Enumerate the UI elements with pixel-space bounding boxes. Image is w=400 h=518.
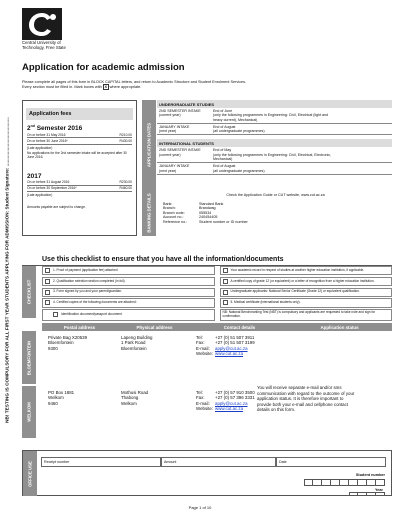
checklist-label: CHECKLIST bbox=[26, 279, 32, 305]
page-number: Page 1 of 10 bbox=[188, 505, 212, 510]
application-status-header: Application status bbox=[320, 324, 359, 330]
date-row bbox=[157, 124, 392, 136]
address-line: Lapeng Building bbox=[121, 335, 153, 340]
bank-key: Reference no.: bbox=[163, 219, 188, 224]
student-number-boxes[interactable] bbox=[304, 479, 385, 486]
year-label: Year bbox=[374, 488, 383, 492]
fee-row-amount: R460.00 bbox=[119, 186, 132, 191]
fee-row-label: On or before 30 June 2016* bbox=[27, 138, 68, 143]
office-use-fields bbox=[41, 457, 386, 467]
fee-row-label: On or before 30 September 2016* bbox=[27, 186, 77, 191]
postal-address bbox=[46, 390, 121, 412]
postal-address-header: Postal address bbox=[63, 324, 96, 330]
bank-key: Account no.: bbox=[163, 215, 184, 220]
checklist-item-label: Identification document/passport document bbox=[61, 312, 122, 317]
checklist-item[interactable] bbox=[220, 266, 393, 275]
checklist-item-label: 2. Qualification selection section completed (in full). bbox=[53, 278, 126, 283]
intake-name: JANUARY INTAKE bbox=[159, 164, 190, 169]
address-line: Welkom bbox=[121, 400, 137, 406]
tel-value: +27 (0) 51 507 3911 bbox=[215, 335, 255, 340]
checklist-item[interactable] bbox=[220, 277, 393, 286]
intro-line-2-text: Every section must be filled in. Mark boxes with bbox=[22, 85, 102, 89]
date-row bbox=[157, 147, 392, 163]
compulsory-testing-text: NB! TESTING IS COMPULSORY FOR ALL FIRST YEAR STUDENTS APPLYING FOR ADMISSION: Student Signature: ..................................... bbox=[4, 117, 9, 423]
year-boxes[interactable] bbox=[349, 492, 385, 496]
website-label: Website: bbox=[196, 351, 214, 357]
date-label: Date bbox=[279, 460, 287, 464]
bank-key: Branch: bbox=[163, 206, 176, 211]
tel-label: Tel: bbox=[196, 335, 203, 340]
closing-note-2: Mechanical) bbox=[213, 157, 233, 162]
intake-note: (current year) bbox=[159, 152, 181, 157]
address-line: PO Box 1881 bbox=[48, 390, 75, 395]
welkom-label: WELKOM bbox=[26, 402, 32, 422]
intake-name: JANUARY INTAKE bbox=[159, 124, 190, 129]
late-application-note: (Late application) bbox=[27, 192, 53, 197]
fee-row-amount: R210.00 bbox=[119, 132, 132, 137]
intake-note: (next year) bbox=[159, 168, 177, 173]
student-number-label: Student number bbox=[355, 473, 385, 477]
date-row bbox=[157, 163, 392, 175]
fax-value: +27 (0) 51 507 3199 bbox=[215, 340, 255, 346]
no-application-note: No applications for the 2nd semester intake will be accepted after 30 June 2016. bbox=[27, 150, 127, 159]
contact-details bbox=[196, 335, 291, 386]
checklist-item[interactable] bbox=[42, 277, 215, 286]
fee-row-label: On or before 31 May 2016 bbox=[27, 132, 66, 137]
physical-address-header: Physical address bbox=[136, 324, 173, 330]
fee-row-amount: R430.00 bbox=[119, 138, 132, 143]
fee-row bbox=[27, 138, 132, 144]
fee-row-label: On or before 31 August 2016 bbox=[27, 180, 70, 185]
year-heading: 2017 bbox=[27, 172, 42, 180]
checklist-checkbox[interactable] bbox=[53, 312, 58, 317]
closing-note-2: heavy current), Mechanical) bbox=[213, 117, 258, 122]
address-line: 1 Park Road bbox=[121, 340, 146, 346]
bank-key: Bank: bbox=[163, 201, 173, 206]
application-fees-panel bbox=[22, 100, 137, 236]
fee-row bbox=[27, 186, 132, 192]
compulsory-testing-note bbox=[2, 60, 11, 480]
banking-details-panel bbox=[157, 190, 392, 236]
bank-value: 055534 bbox=[199, 210, 212, 215]
tel-value: +27 (0) 57 910 3500 bbox=[215, 390, 255, 395]
postal-address bbox=[46, 335, 121, 386]
website-label: Website: bbox=[196, 406, 214, 412]
x-mark-example-icon: X bbox=[104, 85, 107, 89]
checklist-item[interactable] bbox=[42, 298, 215, 307]
application-fees-heading: Application fees bbox=[26, 108, 133, 120]
amount-label: Amount bbox=[164, 460, 177, 464]
bloemfontein-bar bbox=[22, 331, 36, 384]
checklist-item-label: Undergraduate applicants: National Senior Certificate (Grade 12) or equivalent qualification. bbox=[230, 289, 360, 294]
office-use-label: OFFICE USE bbox=[27, 460, 33, 487]
banking-details-label: BANKING DETAILS bbox=[146, 193, 152, 233]
checklist-checkbox[interactable] bbox=[45, 279, 50, 284]
university-line-1: Central University of bbox=[22, 40, 61, 45]
address-line: Bloemfontein bbox=[121, 345, 147, 351]
checklist-checkbox[interactable] bbox=[45, 268, 50, 273]
bank-value: Brandwag bbox=[199, 206, 216, 211]
bank-value: Student number or ID number bbox=[199, 219, 248, 224]
semester-number: 2 bbox=[27, 125, 31, 133]
tel-label: Tel: bbox=[196, 390, 203, 395]
physical-address bbox=[121, 390, 196, 412]
closing-note: (all undergraduate programmes) bbox=[213, 129, 265, 134]
semester-heading bbox=[27, 124, 132, 132]
intro-text bbox=[22, 80, 392, 90]
page-title: Application for academic admission bbox=[22, 62, 185, 73]
address-line: Mothusi Road bbox=[121, 390, 149, 395]
website-link[interactable]: www.cut.ac.za bbox=[215, 406, 244, 412]
semester-ordinal: nd bbox=[30, 124, 35, 128]
checklist-title: Use this checklist to ensure that you have all the information/documents bbox=[22, 256, 392, 266]
cut-logo-icon bbox=[22, 8, 62, 40]
closing-note: (only the following programmes in Engineering: Civil, Electrical, Electronic, bbox=[213, 152, 332, 157]
address-line: Welkom bbox=[48, 395, 64, 401]
checklist-checkbox[interactable] bbox=[223, 300, 228, 305]
bank-value: Standard Bank bbox=[199, 201, 224, 206]
checklist-item[interactable] bbox=[220, 298, 393, 307]
fees-footnote: Amounts payable are subject to change. bbox=[27, 204, 86, 209]
checklist-item[interactable] bbox=[42, 309, 215, 321]
address-line: Thabong bbox=[121, 395, 139, 401]
checklist-bar bbox=[22, 266, 36, 318]
intake-note: (current year) bbox=[159, 113, 181, 118]
closing-note: (only the following programmes in Engineering: Civil, Electrical (light and bbox=[213, 113, 329, 118]
checklist-item-label: 3. Form signed by you and your parent/guardian. bbox=[53, 289, 122, 294]
checklist-item[interactable] bbox=[42, 266, 215, 275]
application-dates-bar bbox=[142, 100, 156, 190]
checklist-checkbox[interactable] bbox=[45, 300, 50, 305]
intake-name: 2ND SEMESTER INTAKE bbox=[159, 148, 201, 153]
fax-value: +27 (0) 57 396 3331 bbox=[215, 395, 255, 401]
checklist-checkbox[interactable] bbox=[223, 279, 228, 284]
intro-line-2-end: where appropriate. bbox=[109, 85, 142, 89]
bloemfontein-row bbox=[42, 331, 392, 386]
email-label: E-mail: bbox=[196, 400, 210, 406]
undergraduate-heading: UNDERGRADUATE STUDIES bbox=[157, 100, 392, 108]
bloemfontein-label: BLOEMFONTEIN bbox=[26, 340, 32, 375]
email-label: E-mail: bbox=[196, 345, 210, 351]
bank-key: Branch code: bbox=[163, 210, 185, 215]
address-line: 9460 bbox=[48, 400, 58, 406]
university-name bbox=[22, 40, 66, 50]
receipt-number-label: Receipt number bbox=[44, 460, 70, 464]
intro-line-2 bbox=[22, 85, 392, 90]
application-dates-label: APPLICATION DATES bbox=[146, 122, 152, 168]
semester-label: Semester 2016 bbox=[36, 125, 83, 133]
welkom-bar bbox=[22, 386, 36, 438]
checklist-item[interactable] bbox=[220, 288, 393, 297]
checklist-checkbox[interactable] bbox=[45, 290, 50, 295]
address-line: Bloemfontein bbox=[48, 340, 74, 346]
intro-line-1: Please complete all pages of this form in BLOCK CAPITAL letters, and return to Academic Structure and Student Enrolment Services. bbox=[22, 80, 247, 84]
office-use-panel bbox=[22, 450, 392, 496]
checklist-item-label: 1. Proof of payment (application fee) attached bbox=[53, 267, 118, 272]
bank-value: 240454405 bbox=[199, 215, 218, 220]
email-link[interactable]: apply@cut.ac.za bbox=[215, 345, 248, 351]
email-link[interactable]: apply@cut.ac.za bbox=[215, 400, 248, 406]
checklist-item-label: 5. Medical certificate (international students only). bbox=[230, 300, 301, 305]
closing-date: End of August bbox=[213, 124, 236, 129]
international-heading: INTERNATIONAL STUDENTS bbox=[157, 139, 392, 147]
receipt-number-field[interactable] bbox=[41, 457, 161, 467]
checklist-grid bbox=[42, 266, 392, 321]
amount-field[interactable] bbox=[161, 457, 276, 467]
intake-name: 2ND SEMESTER INTAKE bbox=[159, 109, 201, 113]
bank-row bbox=[163, 220, 388, 225]
address-line: 9300 bbox=[48, 345, 58, 351]
closing-date: End of June bbox=[213, 109, 233, 113]
date-row bbox=[157, 108, 392, 124]
checklist-item[interactable] bbox=[42, 288, 215, 297]
date-field[interactable] bbox=[276, 457, 386, 467]
fax-label: Fax: bbox=[196, 340, 205, 346]
checklist-checkbox[interactable] bbox=[223, 290, 228, 295]
contact-table-header bbox=[42, 323, 392, 331]
closing-date: End of August bbox=[213, 164, 236, 169]
closing-note: (all undergraduate programmes) bbox=[213, 168, 265, 173]
checklist-item-label: Your academic record in respect of studies at another higher education institution, if applicable. bbox=[230, 267, 365, 272]
application-status-text: You will receive separate e-mail and/or sms communication with regard to the outcome of your application status. It is therefore important to provide both your e-mail and cellphone contact details on this form. bbox=[257, 385, 355, 413]
checklist-checkbox[interactable] bbox=[223, 268, 228, 273]
office-use-bar bbox=[23, 451, 37, 496]
intake-note: (next year) bbox=[159, 129, 177, 134]
fax-label: Fax: bbox=[196, 395, 205, 401]
physical-address bbox=[121, 335, 196, 386]
checklist-item bbox=[220, 309, 393, 321]
checklist-item-label: 4. Certified copies of the following documents are attached: bbox=[53, 300, 137, 305]
contact-details-header: Contact details bbox=[223, 324, 256, 330]
fee-row-amount: R230.00 bbox=[119, 180, 132, 185]
banking-check-note: Check the Application Guide or CUT website, www.cut.ac.za bbox=[226, 193, 325, 197]
address-line: Private Bag X20539 bbox=[48, 335, 88, 340]
application-dates-table bbox=[157, 100, 392, 190]
checklist-item-label: NB: National Benchmarking Test (NBT) is compulsory and applicants are requested to take note and sign for confirmation. bbox=[222, 310, 376, 318]
website-link[interactable]: www.cut.ac.za bbox=[215, 351, 244, 357]
university-line-2: Technology, Free State bbox=[22, 45, 66, 50]
banking-details-bar bbox=[142, 190, 156, 236]
closing-date: End of May bbox=[213, 148, 232, 153]
checklist-item-label: A certified copy of grade 12 (or equivalent) or a letter of recognition from a higher education institution. bbox=[230, 278, 375, 283]
late-application-note: (Late application) bbox=[27, 145, 53, 150]
